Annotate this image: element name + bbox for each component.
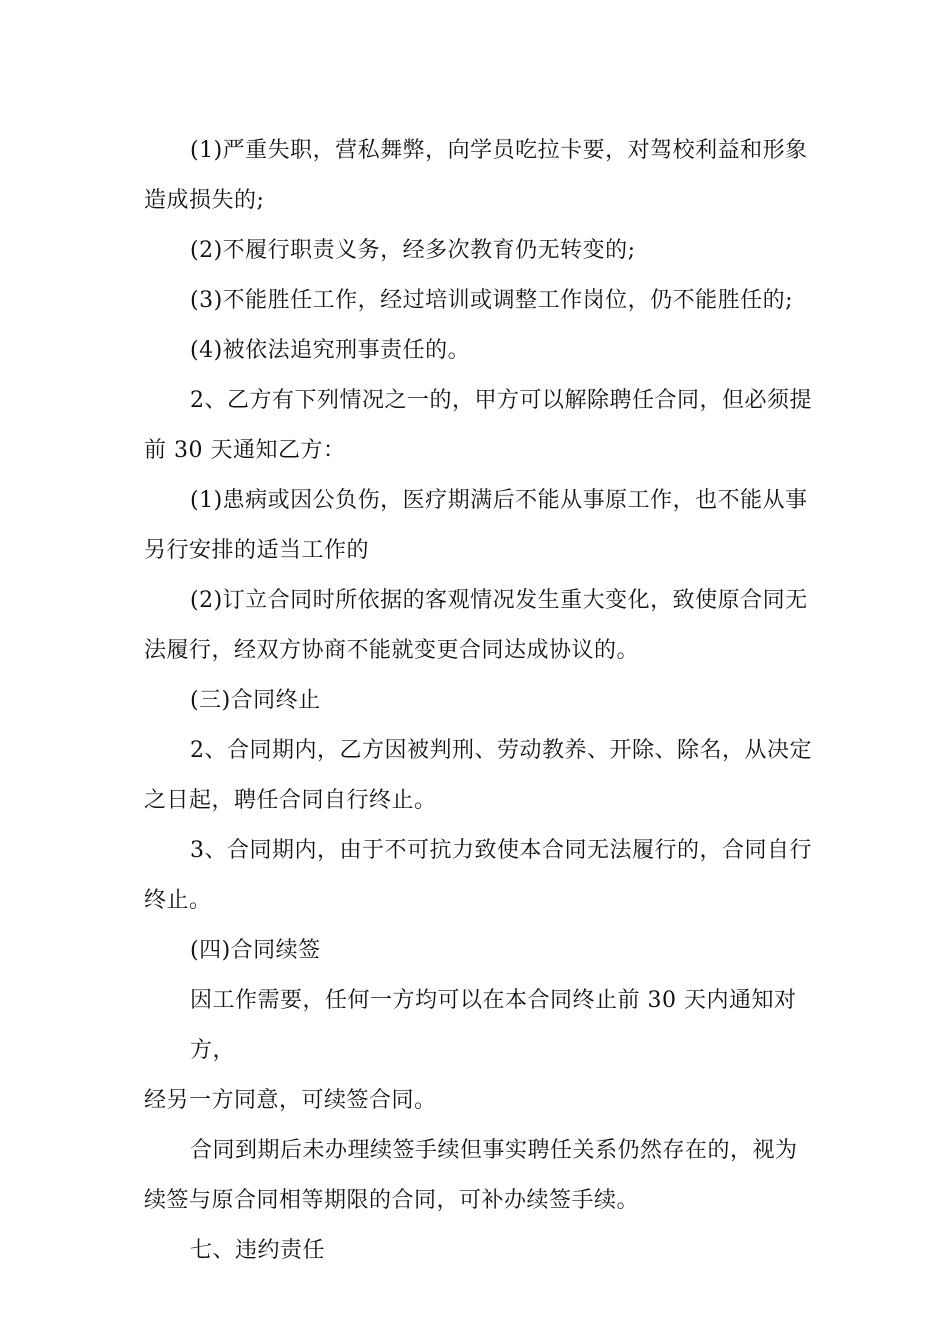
paragraph-1: [144, 126, 812, 226]
paragraph-line: (2)不履行职责义务，经多次教育仍无转变的;: [190, 238, 636, 263]
paragraph-line: 合同到期后未办理续签手续但事实聘任关系仍然存在的，视为: [190, 1138, 798, 1163]
paragraph-11: [144, 1126, 812, 1226]
paragraph-line: 法履行，经双方协商不能就变更合同达成协议的。: [144, 638, 640, 663]
paragraph-8: [144, 726, 812, 826]
paragraph-line: 2、合同期内，乙方因被判刑、劳动教养、开除、除名，从决定: [190, 738, 812, 763]
paragraph-line: (1)患病或因公负伤，医疗期满后不能从事原工作，也不能从事: [190, 488, 808, 513]
paragraph-line: 续签与原合同相等期限的合同，可补办续签手续。: [144, 1188, 640, 1213]
paragraph-line: 终止。: [144, 888, 212, 913]
paragraph-line: 造成损失的;: [144, 188, 265, 213]
paragraph-5: [144, 376, 812, 476]
paragraph-line: 因工作需要，任何一方均可以在本合同终止前 30 天内通知对方，: [190, 988, 797, 1063]
document-body: [144, 126, 812, 1276]
paragraph-7: [144, 576, 812, 676]
paragraph-6: [144, 476, 812, 576]
paragraph-3: [144, 276, 812, 326]
paragraph-line: (三)合同终止: [190, 688, 321, 713]
paragraph-4: [144, 326, 812, 376]
paragraph-line: 2、乙方有下列情况之一的，甲方可以解除聘任合同，但必须提: [190, 388, 812, 413]
paragraph-line: (四)合同续签: [190, 938, 321, 963]
paragraph-line: 七、违约责任: [190, 1238, 326, 1263]
paragraph-10: [144, 976, 812, 1126]
section-heading-termination: [144, 676, 812, 726]
paragraph-line: 之日起，聘任合同自行终止。: [144, 788, 437, 813]
paragraph-line: 经另一方同意，可续签合同。: [144, 1088, 437, 1113]
section-heading-liability: [144, 1226, 812, 1276]
paragraph-line: (3)不能胜任工作，经过培训或调整工作岗位，仍不能胜任的;: [190, 288, 794, 313]
paragraph-line: 另行安排的适当工作的: [144, 538, 370, 563]
paragraph-line: 3、合同期内，由于不可抗力致使本合同无法履行的，合同自行: [190, 838, 812, 863]
paragraph-line: (4)被依法追究刑事责任的。: [190, 338, 471, 363]
paragraph-9: [144, 826, 812, 926]
paragraph-line: (1)严重失职，营私舞弊，向学员吃拉卡要，对驾校利益和形象: [190, 138, 808, 163]
paragraph-2: [144, 226, 812, 276]
paragraph-line: (2)订立合同时所依据的客观情况发生重大变化，致使原合同无: [190, 588, 808, 613]
paragraph-line: 前 30 天通知乙方：: [144, 438, 346, 463]
section-heading-renewal: [144, 926, 812, 976]
